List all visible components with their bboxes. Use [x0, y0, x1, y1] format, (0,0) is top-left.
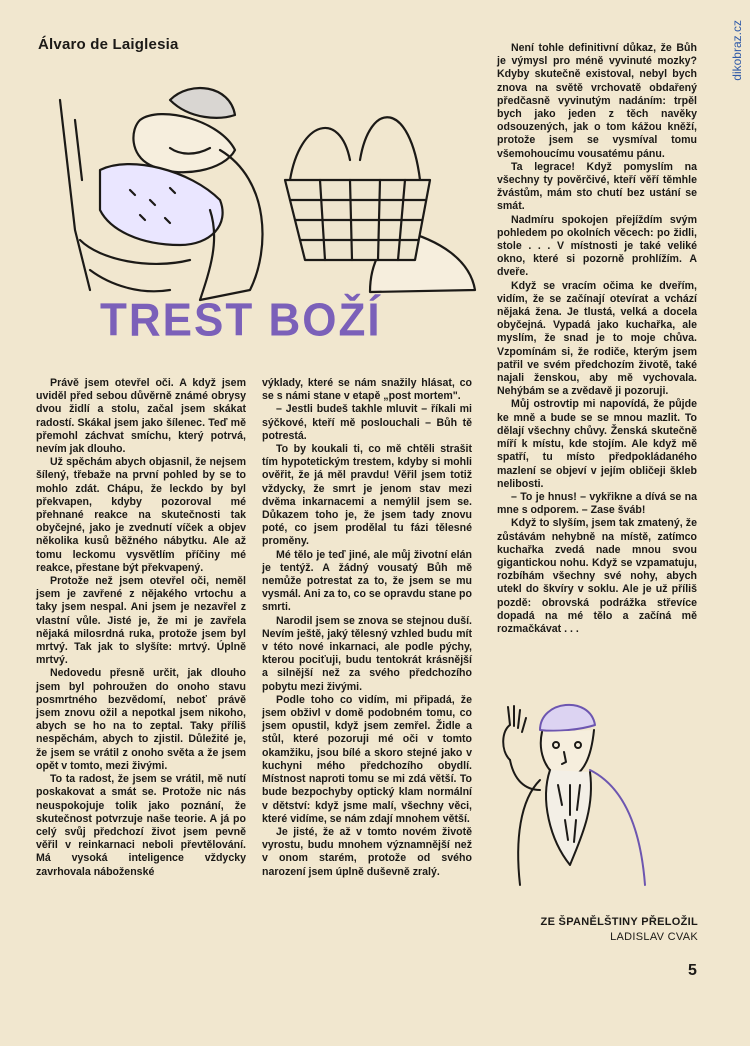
paragraph: Právě jsem otevřel oči. A když jsem uviděl před sebou důvěrně známé obrysy dvou židlí a stolu, začal jsem skákat radostí. Skákal jsem jako šílenec. Teď mě přemohl záchvat smíchu, který potrvá, nevím jak dlouho.: [36, 377, 246, 456]
text-column-3: [497, 42, 697, 636]
paragraph: výklady, které se nám snažily hlásat, co se s námi stane v etapě „post mortem".: [262, 377, 472, 403]
illustration-sleeping-man: [20, 60, 480, 310]
text-column-1: [36, 377, 246, 879]
paragraph: Nedovedu přesně určit, jak dlouho jsem byl pohroužen do onoho stavu posmrtného bezvědomí, neboť právě jsem znovu ožil a nepotkal jsem nikoho, abych se ho na to zeptal. Taky příliš nespěchám, abych to zjistil. Důležité je, že jsem se vrátil z onoho světa a že jsem opět v tomto, mezi živými.: [36, 667, 246, 772]
paragraph: Mé tělo je teď jiné, ale můj životní elán je tentýž. A žádný vousatý Bůh mě nemůže potrestat za to, že jsem se mu vysmál. Ani za to, co se opravdu stane po smrti.: [262, 548, 472, 614]
paragraph: Je jisté, že až v tomto novém životě vyrostu, budu mnohem významnější než v onom starém, protože od svého narození jsem úplně duševně zralý.: [262, 825, 472, 878]
text-column-2: [262, 377, 472, 879]
paragraph: Narodil jsem se znova se stejnou duší. Nevím ještě, jaký tělesný vzhled budu mít v této nové inkarnaci, ale podle pýchy, kterou pociťuji, budu tentokrát krásnější a silnější než za svého předchozího pobytu mezi živými.: [262, 614, 472, 693]
paragraph: – Jestli budeš takhle mluvit – říkali mi sýčkové, kteří mě poslouchali – Bůh tě potrestá.: [262, 403, 472, 442]
page-number: 5: [688, 962, 697, 979]
paragraph: Když se vracím očima ke dveřím, vidím, že se začínají otevírat a vchází nějaká žena. Je tlustá, velká a docela obyčejná. Vypadá jako kuchařka, ale myslím, že snad je to moje chůva. Vzpomínám si, že rodiče, kterým jsem patřil ve svém předchozím životě, také najali ženskou, aby mě vychovala. Nehýbám se a zvědavě ji pozoruji.: [497, 279, 697, 398]
paragraph: Ta legrace! Když pomyslím na všechny ty pověrčivé, kteří věří těmhle žvástům, mám sto chutí bez ustání se smát.: [497, 160, 697, 213]
paragraph: Můj ostrovtip mi napovídá, že půjde ke mně a bude se se mnou mazlit. To dělají všechny chůvy. Ženská skutečně míří k místu, kde stojím. Ale když mě spatří, tu místo předpokládaného mazlení se objeví v jejím obličeji škleb nelibosti.: [497, 398, 697, 490]
paragraph: Není tohle definitivní důkaz, že Bůh je výmysl pro méně vyvinuté mozky? Kdyby skutečně existoval, nebyl bych znova na světě vrchovatě obdařený předčasně vyvinutým nadáním: trpěl bych jako jeden z těch navěky odsouzených, jak o tom kážou kněží, protože jsem se vysmíval tomu všemohoucímu vousatému pánu.: [497, 42, 697, 160]
article-title: TREST BOŽÍ: [100, 294, 382, 347]
illustration-bearded-priest: [480, 690, 680, 890]
paragraph: To by koukali ti, co mě chtěli strašit tím hypotetickým trestem, kdyby si mohli ověřit, že já měl pravdu! Věřil jsem totiž vždycky, že smrt je jenom stav mezi dvěma inkarnacemi a nemýlil jsem se. Důkazem toho je, že jsem tady znovu poté, co jsem prodělal tu fázi tělesné proměny.: [262, 443, 472, 548]
paragraph: Podle toho co vidím, mi připadá, že jsem obživl v domě podobném tomu, co jsem opustil, když jsem zemřel. Židle a stůl, které pozoruji mé oči v tomto okamžiku, jsou bílé a skoro stejné jako v kuchyni mého předchozího obydlí. Místnost naproti tomu se mi zdá větší. To bude bezpochyby optický klam normální v dětství: když jsme malí, všechny věci, které vidíme, se nám zdají mnohem větší.: [262, 693, 472, 825]
author-name: Álvaro de Laiglesia: [38, 36, 179, 53]
paragraph: Už spěchám abych objasnil, že nejsem šílený, třebaže na první pohled by se to mohlo zdát. Chápu, že leckdo by byl překvapen, kdyby pozoroval mé přehnané reakce na skutečnosti tak obyčejné, jako je zvednutí víček a objev několika kusů běžného nábytku. Ale až tomu leckomu vysvětlím příčiny mé reakce, přestane být překvapený.: [36, 456, 246, 574]
paragraph: Protože než jsem otevřel oči, neměl jsem je zavřené z nějakého vrtochu a taky jsem nespal. Ani jsem je nezavřel z vlastní vůle. Jisté je, že mi je zavřela nějaká milosrdná ruka, protože jsem byl mrtvý. Tak jak to slyšíte: mrtvý. Úplně mrtvý.: [36, 575, 246, 667]
paragraph: To ta radost, že jsem se vrátil, mě nutí poskakovat a smát se. Protože nic nás neuspokojuje tolik jako poznání, že skutečnost potvrzuje naše teorie. A já po celý svůj předchozí život jsem pevně věřil v reinkarnaci neboli převtělování. Má vysoká inteligence vždycky zavrhovala náboženské: [36, 773, 246, 878]
paragraph: Když to slyším, jsem tak zmatený, že zůstávám nehybně na místě, zatímco kuchařka zvedá nade mnou svou gigantickou nohu. Když se vzpamatuju, rozbíhám všechny své nohy, abych utekl do škvíry v soklu. Ale je už příliš pozdě: obrovská podrážka střevíce dopadá na mé tělo a začíná mě rozmačkávat . . .: [497, 517, 697, 635]
credit-line-2: LADISLAV CVAK: [610, 931, 698, 943]
paragraph: – To je hnus! – vykřikne a dívá se na mne s odporem. – Zase šváb!: [497, 490, 697, 517]
translator-credit: [518, 915, 698, 945]
paragraph: Nadmíru spokojen přejíždím svým pohledem po okolních věcech: po židli, stole . . . V místnosti je také veliké okno, které si pozorně prohlížím. A dveře.: [497, 213, 697, 279]
watermark: dikobraz.cz: [730, 20, 744, 81]
credit-line-1: ZE ŠPANĚLŠTINY PŘELOŽIL: [540, 916, 698, 928]
